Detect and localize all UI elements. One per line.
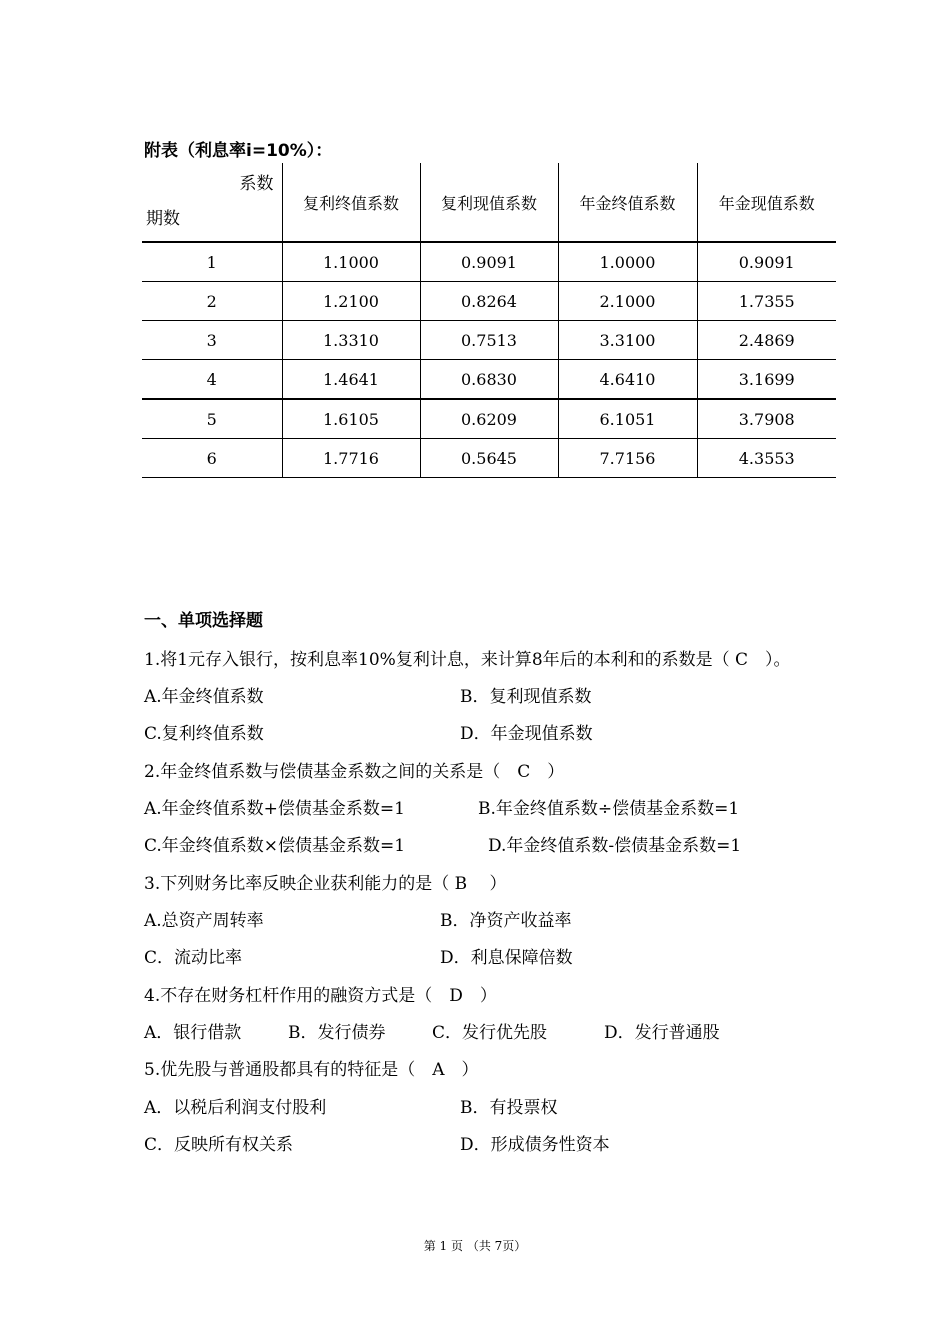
table-row [142,360,836,400]
column-header: 复利现值系数 [420,163,558,242]
table-cell: 5 [142,399,282,439]
question-5-option-a: A．以税后利润支付股利 [144,1098,327,1118]
table-cell: 0.6209 [420,399,558,439]
table-row [142,242,836,282]
column-header: 复利终值系数 [282,163,420,242]
table-corner-cell [142,163,282,242]
question-4-option-a: A．银行借款 [144,1023,242,1043]
question-2-option-c: C.年金终值系数×偿债基金系数=1 [144,836,406,856]
corner-label-coefficient: 系数 [239,174,274,194]
table-cell: 4 [142,360,282,400]
question-3-option-b: B．净资产收益率 [440,911,572,931]
table-cell: 1.0000 [558,242,697,282]
table-row [142,321,836,360]
table-row [142,399,836,439]
table-cell: 4.3553 [697,439,836,478]
table-cell: 2 [142,282,282,321]
table-cell: 6 [142,439,282,478]
table-cell: 0.9091 [420,242,558,282]
table-cell: 1.4641 [282,360,420,400]
table-cell: 1.6105 [282,399,420,439]
question-1-stem: 1.将1元存入银行，按利息率10%复利计息，来计算8年后的本利和的系数是（ C ）。 [144,650,791,670]
question-3-stem: 3.下列财务比率反映企业获利能力的是（ B ） [144,874,507,894]
table-cell: 0.5645 [420,439,558,478]
question-5-option-d: D．形成债务性资本 [460,1135,610,1155]
table-cell: 2.1000 [558,282,697,321]
question-3-option-a: A.总资产周转率 [144,911,264,931]
table-cell: 1.7716 [282,439,420,478]
question-5-option-c: C．反映所有权关系 [144,1135,294,1155]
page-footer: 第 1 页 （共 7页） [423,1239,527,1253]
table-cell: 1.2100 [282,282,420,321]
question-4-option-c: C．发行优先股 [432,1023,548,1043]
table-cell: 1.7355 [697,282,836,321]
question-1-option-a: A.年金终值系数 [144,687,264,707]
table-cell: 3 [142,321,282,360]
question-4-stem: 4.不存在财务杠杆作用的融资方式是（ D ） [144,986,497,1006]
table-cell: 2.4869 [697,321,836,360]
corner-label-period: 期数 [146,209,180,229]
table-cell: 3.1699 [697,360,836,400]
table-cell: 1 [142,242,282,282]
question-3-option-c: C．流动比率 [144,948,243,968]
table-row [142,439,836,478]
question-1-option-c: C.复利终值系数 [144,724,264,744]
coefficient-table [142,163,836,478]
section-title: 一、单项选择题 [144,611,263,631]
table-cell: 1.3310 [282,321,420,360]
question-2-option-a: A.年金终值系数+偿债基金系数=1 [144,799,405,819]
table-cell: 4.6410 [558,360,697,400]
table-cell: 0.8264 [420,282,558,321]
table-cell: 3.3100 [558,321,697,360]
question-1-option-b: B．复利现值系数 [460,687,592,707]
column-header: 年金终值系数 [558,163,697,242]
table-cell: 6.1051 [558,399,697,439]
question-2-option-b: B.年金终值系数÷偿债基金系数=1 [478,799,740,819]
table-header-row [142,163,836,242]
question-2-stem: 2.年金终值系数与偿债基金系数之间的关系是（ C ） [144,762,565,782]
question-3-option-d: D．利息保障倍数 [440,948,573,968]
question-4-option-b: B．发行债券 [288,1023,386,1043]
table-row [142,282,836,321]
question-4-option-d: D．发行普通股 [604,1023,720,1043]
question-5-stem: 5.优先股与普通股都具有的特征是（ A ） [144,1060,479,1080]
table-cell: 0.7513 [420,321,558,360]
question-2-option-d: D.年金终值系数-偿债基金系数=1 [488,836,742,856]
column-header: 年金现值系数 [697,163,836,242]
question-5-option-b: B．有投票权 [460,1098,558,1118]
table-cell: 0.6830 [420,360,558,400]
question-1-option-d: D．年金现值系数 [460,724,593,744]
table-cell: 1.1000 [282,242,420,282]
table-cell: 7.7156 [558,439,697,478]
table-title: 附表（利息率i=10%）： [144,141,333,161]
table-cell: 0.9091 [697,242,836,282]
table-cell: 3.7908 [697,399,836,439]
